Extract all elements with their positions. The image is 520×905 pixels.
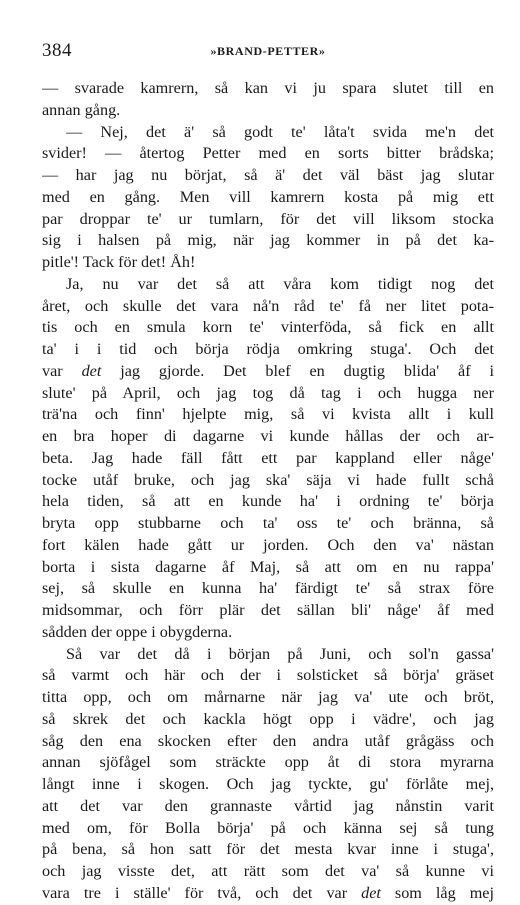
text-line: fort kälen hade gått ur jorden. Och den va' nästan	[42, 535, 494, 554]
text-line: — Nej, det ä' så godt te' låta't svida me'n det	[66, 122, 494, 141]
book-page	[42, 40, 494, 905]
text-line: på bena, så hon satt för det mesta kvar inne i stuga',	[42, 840, 494, 859]
text-line: och jag visste det, att rätt som det va' så kunne vi	[42, 862, 494, 880]
text-segment: jag gjorde. Det blef en dugtig blida' åf i	[101, 361, 494, 380]
text-line: hela tiden, så att en kunde ha' i ordning te' börja	[42, 492, 494, 511]
emphasized-word: det	[81, 361, 102, 380]
text-line: Så var det då i början på Juni, och sol'n gassa'	[66, 644, 494, 663]
text-line: bryta opp stubbarne och ta' oss te' och bränna, så	[42, 514, 494, 532]
emphasized-word: det	[361, 883, 381, 902]
text-line: par droppar te' ur tumlarn, för det vill liksom stocka	[42, 209, 494, 228]
text-line: sej, så skulle en kunna ha' färdigt te' så strax före	[42, 579, 494, 598]
text-line: borta i sista dagarne åf Maj, så att om en nu rappa'	[42, 557, 494, 576]
text-line: trä'na och finn' hjelpte mig, så vi kvista allt i kull	[42, 405, 494, 424]
text-line: svider! — återtog Petter med en sorts bitter brådska;	[42, 144, 494, 163]
text-line: pitle'! Tack för det! Åh!	[42, 253, 196, 271]
text-line: slute' på April, och jag tog då tag i och hugga ner	[42, 383, 494, 402]
text-line: tocke utåf bruke, och jag ska' säja vi hade fullt schå	[42, 470, 494, 489]
text-line: — har jag nu börjat, så ä' det väl bäst jag slutar	[42, 166, 494, 184]
text-line: året, och skulle det vara nå'n råd te' få ner litet pota-	[42, 296, 494, 315]
text-line: med om, för Bolla börja' på och känna sej så tung	[42, 818, 494, 837]
text-line: långt inne i skogen. Och jag tyckte, gu' förlåte mej,	[42, 775, 494, 793]
text-segment: vara tre i ställe' för två, och det var	[42, 883, 362, 902]
text-line: sig i halsen på mig, när jag kommer in på det ka-	[42, 231, 494, 250]
text-line-with-emphasis	[42, 361, 494, 383]
text-line: tis och en smula korn te' vinterföda, så fick en allt	[42, 318, 494, 337]
text-line: ta' i i tid och börja rödja omkring stuga'. Och det	[42, 340, 494, 358]
text-line: beta. Jag hade fäll fått ett par kappland eller någe'	[42, 448, 494, 467]
text-line: Ja, nu var det så att våra kom tidigt nog det	[66, 274, 494, 293]
text-line: — svarade kamrern, så kan vi ju spara slutet till en	[42, 79, 494, 97]
text-line: så varmt och här och der i solsticket så börja' gräset	[42, 666, 494, 685]
page-number: 384	[42, 40, 72, 61]
text-segment: som låg mej	[380, 883, 494, 902]
running-title: »BRAND-PETTER»	[210, 44, 326, 58]
text-line: såg den ena skocken efter den andra utåf grågäss och	[42, 731, 494, 750]
text-line: att det var den grannaste vårtid jag nånstin varit	[42, 796, 494, 815]
text-line: annan gång.	[42, 100, 121, 119]
text-line: midsommar, och förr plär det sällan bli' någe' åf med	[42, 601, 494, 619]
text-line: med en gång. Men vill kamrern kosta på mig ett	[42, 187, 494, 206]
text-segment: var	[42, 361, 82, 380]
text-line: en bra hoper di dagarne vi kunde hållas der och ar-	[42, 427, 494, 445]
page-header	[42, 40, 494, 70]
text-line: titta opp, och om mårnarne när jag va' ute och bröt,	[42, 688, 494, 706]
text-line: sådden der oppe i obygderna.	[42, 622, 233, 641]
text-line: annan sjöfågel som sträckte opp åt di stora myrarna	[42, 753, 494, 772]
body-text	[42, 78, 494, 905]
text-line: så skrek det och kackla högt opp i vädre', och jag	[42, 709, 494, 728]
text-line-with-emphasis	[42, 883, 494, 905]
